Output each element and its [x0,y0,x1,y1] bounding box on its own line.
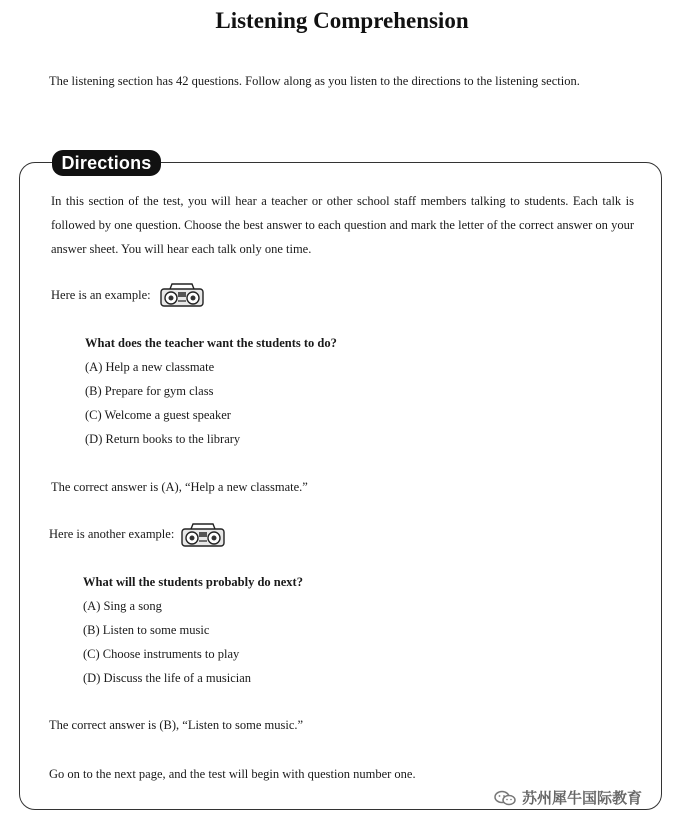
example2-lead: Here is another example: [49,527,175,541]
directions-paragraph: In this section of the test, you will hear a teacher or other school staff members talking to students. Each talk is followed by one question. Choose the best answer to each question and mark the letter of the correct answer on your answer sheet. You will hear each talk only one time. [51,194,634,256]
example1-lead: Here is an example: [51,288,151,302]
example1-option-a: (A) Help a new classmate [85,360,215,374]
wechat-icon [494,790,516,806]
example2-option-b: (B) Listen to some music [83,623,210,637]
example1-option-d: (D) Return books to the library [85,432,241,446]
watermark-text: 苏州犀牛国际教育 [522,789,643,807]
directions-heading: Directions [52,150,161,176]
page-title: Listening Comprehension [215,8,469,33]
closing-text: Go on to the next page, and the test will begin with question number one. [49,767,416,781]
intro-text: The listening section has 42 questions. Follow along as you listen to the directions to the listening section. [49,74,580,88]
example1-option-b: (B) Prepare for gym class [85,384,214,398]
example1-answer: The correct answer is (A), “Help a new classmate.” [51,480,308,494]
example2-answer: The correct answer is (B), “Listen to some music.” [49,718,304,732]
example2-option-c: (C) Choose instruments to play [83,647,240,661]
example2-option-d: (D) Discuss the life of a musician [83,671,252,685]
example2-option-a: (A) Sing a song [83,599,162,613]
watermark [494,787,642,808]
radio-icon [158,282,206,313]
example1-question: What does the teacher want the students to do? [85,336,337,350]
example1-option-c: (C) Welcome a guest speaker [85,408,231,422]
radio-icon [179,522,227,553]
example2-question: What will the students probably do next? [83,575,303,589]
